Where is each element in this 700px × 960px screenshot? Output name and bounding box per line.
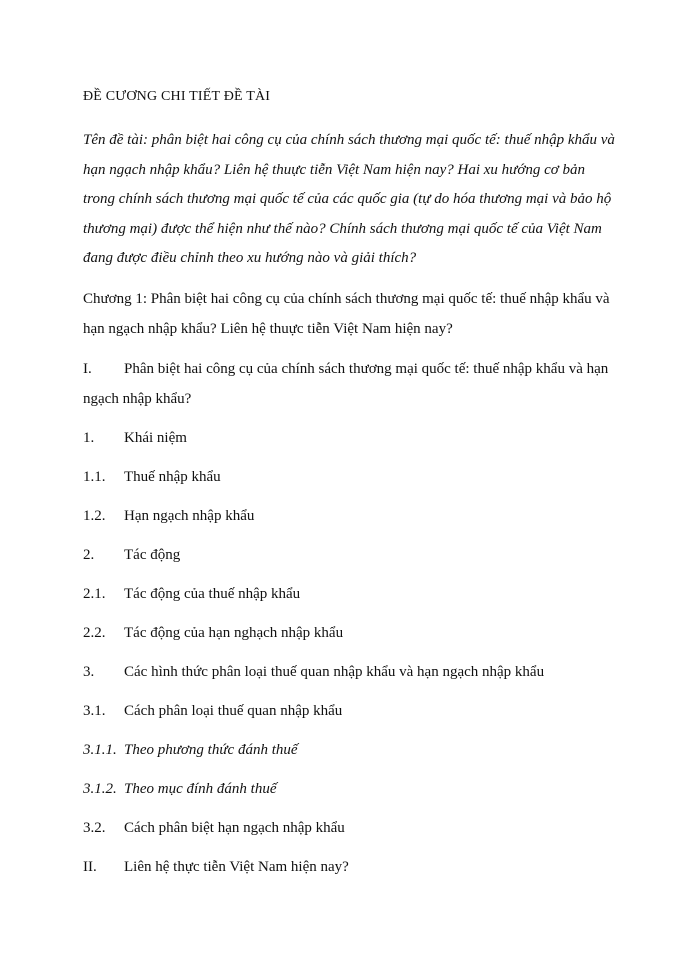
outline-item — [83, 502, 615, 531]
outline-item — [83, 580, 615, 609]
outline-text: Tác động của thuế nhập khẩu — [124, 585, 301, 602]
outline-number: 3.2. — [83, 819, 106, 836]
outline-number: II. — [83, 858, 97, 875]
outline-text: Hạn ngạch nhập khẩu — [124, 507, 255, 524]
outline-number: 2. — [83, 546, 95, 563]
outline-text: Thuế nhập khẩu — [124, 468, 221, 485]
outline-item — [83, 697, 615, 726]
outline-item — [83, 619, 615, 648]
outline-item — [83, 814, 615, 843]
outline-list — [83, 354, 615, 882]
outline-item — [83, 658, 615, 687]
outline-item — [83, 354, 615, 414]
outline-item — [83, 853, 615, 882]
topic-title: Tên đề tài: phân biệt hai công cụ của chính sách thương mại quốc tế: thuế nhập khẩu và hạn ngạch nhập khẩu? Liên hệ thuực tiễn Việt Nam hiện nay? Hai xu hướng cơ bản trong chính sách thương mại quốc tế của các quốc gia (tự do hóa thương mại và bảo hộ thương mại) được thể hiện như thế nào? Chính sách thương mại quốc tế của Việt Nam đang được điều chỉnh theo xu hướng nào và giải thích? — [83, 132, 615, 266]
outline-text: Cách phân loại thuế quan nhập khẩu — [124, 702, 343, 719]
outline-number: 2.1. — [83, 585, 106, 602]
outline-number: 1.1. — [83, 468, 106, 485]
outline-text: Phân biệt hai công cụ của chính sách thương mại quốc tế: thuế nhập khẩu và hạn ngạch nhập khẩu? — [83, 360, 609, 407]
outline-number: I. — [83, 360, 92, 377]
outline-item — [83, 463, 615, 492]
outline-number: 1. — [83, 429, 95, 446]
outline-text: Các hình thức phân loại thuế quan nhập khẩu và hạn ngạch nhập khẩu — [124, 663, 545, 680]
outline-text: Tác động của hạn nghạch nhập khẩu — [124, 624, 344, 641]
outline-number: 1.2. — [83, 507, 106, 524]
outline-text: Cách phân biệt hạn ngạch nhập khẩu — [124, 819, 345, 836]
outline-item — [83, 424, 615, 453]
chapter-title: Chương 1: Phân biệt hai công cụ của chính sách thương mại quốc tế: thuế nhập khẩu và hạn ngạch nhập khẩu? Liên hệ thuực tiễn Việt Nam hiện nay? — [83, 290, 610, 337]
outline-number: 2.2. — [83, 624, 106, 641]
outline-number: 3.1.1. — [83, 741, 117, 758]
outline-text: Liên hệ thực tiễn Việt Nam hiện nay? — [124, 858, 349, 875]
outline-text: Tác động — [124, 546, 181, 563]
outline-item — [83, 736, 615, 765]
document-heading: ĐỀ CƯƠNG CHI TIẾT ĐỀ TÀI — [83, 89, 271, 104]
outline-number: 3.1. — [83, 702, 106, 719]
outline-number: 3.1.2. — [83, 780, 117, 797]
outline-text: Khái niệm — [124, 429, 187, 446]
outline-text: Theo phương thức đánh thuế — [124, 741, 298, 758]
outline-item — [83, 775, 615, 804]
outline-number: 3. — [83, 663, 95, 680]
outline-text: Theo mục đính đánh thuế — [124, 780, 277, 797]
outline-item — [83, 541, 615, 570]
